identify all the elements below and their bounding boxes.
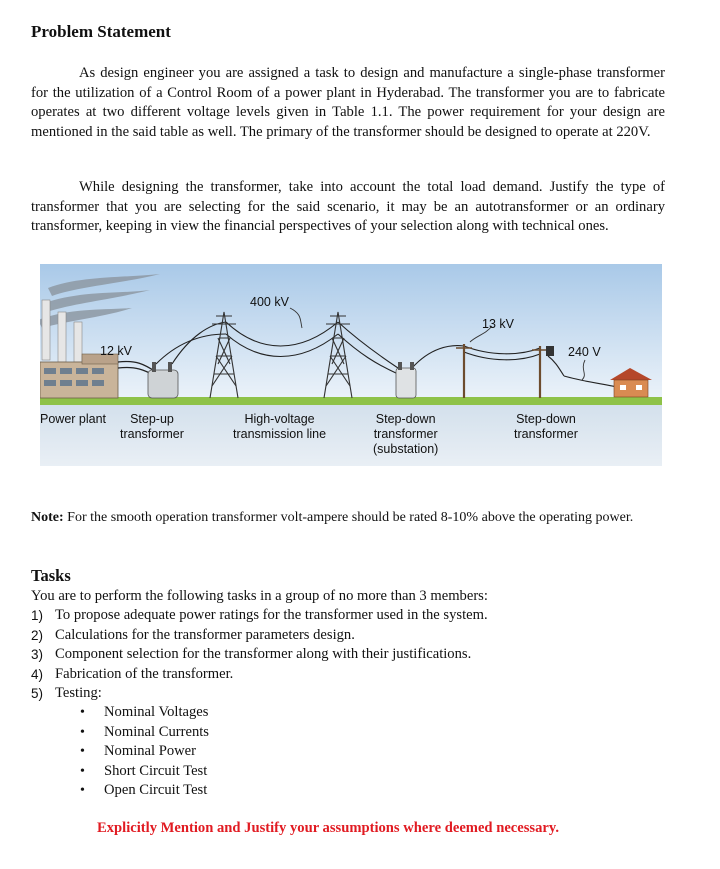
task-item	[31, 626, 488, 646]
task-item	[31, 665, 488, 685]
testing-item: • Short Circuit Test	[80, 762, 209, 782]
paragraph-assignment: As design engineer you are assigned a task to design and manufacture a single-phase transformer for the utilization of a Control Room of a power plant in Hyderabad. The transformer you are to fabricate operates at two different voltage levels given in Table 1.1. The power requirement for your design are mentioned in the said table as well. The primary of the transformer should be designed to operate at 220V.	[31, 65, 665, 140]
task-text: Component selection for the transformer along with their justifications.	[55, 646, 472, 662]
label-step-down-line1: Step-down	[516, 412, 576, 426]
tasks-title: Tasks	[31, 566, 71, 585]
task-number: 2)	[31, 627, 44, 643]
testing-list	[80, 703, 209, 801]
task-item	[31, 645, 488, 665]
label-substation-line3: (substation)	[373, 442, 439, 456]
label-step-up-line1: Step-up	[130, 412, 174, 426]
testing-item: • Open Circuit Test	[80, 781, 209, 801]
voltage-distribution: 13 kV	[482, 317, 514, 331]
testing-item: • Nominal Currents	[80, 723, 209, 743]
task-number: 4)	[31, 666, 44, 682]
assumptions-note: Explicitly Mention and Justify your assumptions where deemed necessary.	[97, 820, 560, 836]
label-substation-line1: Step-down	[375, 412, 436, 426]
pole-transformer	[546, 346, 554, 356]
note-label: Note:	[31, 510, 64, 525]
paragraph-design-guidance: While designing the transformer, take into account the total load demand. Justify the type of transformer that you are selecting for the said scenario, it may be an autotransformer or an ordinary transformer, keeping in view the financial perspectives of your selection along with technical ones.	[31, 179, 665, 235]
label-hv-line	[233, 412, 326, 442]
voltage-home: 240 V	[568, 345, 601, 359]
task-text: Fabrication of the transformer.	[55, 665, 234, 682]
task-text: Testing:	[55, 685, 102, 701]
note-text: For the smooth operation transformer volt-ampere should be rated 8-10% above the operating power.	[63, 510, 634, 525]
ground	[40, 397, 662, 405]
testing-item: • Nominal Voltages	[80, 703, 209, 723]
tasks-intro: You are to perform the following tasks in a group of no more than 3 members:	[31, 588, 488, 604]
note	[31, 508, 671, 527]
label-power-plant: Power plant	[40, 412, 107, 426]
task-text: Calculations for the transformer parameters design.	[55, 626, 355, 643]
page-title: Problem Statement	[31, 22, 171, 41]
task-text: To propose adequate power ratings for the transformer used in the system.	[55, 607, 488, 623]
label-hv-line1: High-voltage	[244, 412, 315, 426]
task-number: 3)	[31, 647, 44, 662]
label-step-up-line2: transformer	[120, 427, 184, 441]
power-system-diagram	[40, 264, 662, 466]
label-step-down	[514, 412, 578, 442]
task-number: 5)	[31, 686, 44, 701]
task-item	[31, 684, 488, 704]
label-hv-line2: transmission line	[233, 427, 327, 441]
label-step-down-line2: transformer	[514, 427, 578, 441]
testing-item: • Nominal Power	[80, 742, 209, 762]
tasks-list	[31, 606, 488, 704]
voltage-plant: 12 kV	[100, 344, 132, 358]
label-substation-line2: transformer	[373, 427, 438, 441]
label-step-up	[120, 412, 184, 442]
task-number: 1)	[31, 608, 44, 623]
voltage-transmission: 400 kV	[250, 295, 289, 309]
task-item	[31, 606, 488, 626]
label-substation	[373, 412, 438, 457]
